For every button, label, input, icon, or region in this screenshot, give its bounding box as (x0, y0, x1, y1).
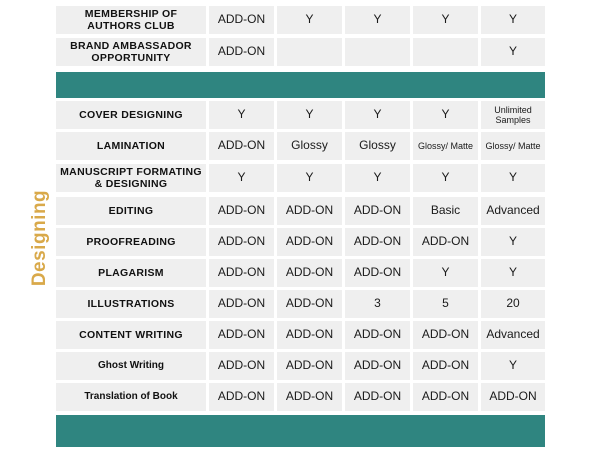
row-label: ILLUSTRATIONS (56, 290, 206, 318)
value-cell: 3 (345, 290, 410, 318)
value-cell: ADD-ON (277, 321, 342, 349)
value-cell: ADD-ON (481, 383, 545, 411)
table-row (56, 38, 545, 66)
value-cell: Advanced (481, 197, 545, 225)
value-cell: ADD-ON (209, 352, 274, 380)
value-cell: ADD-ON (413, 321, 478, 349)
value-cell: ADD-ON (345, 383, 410, 411)
section-label (24, 188, 56, 288)
table-row (56, 101, 545, 129)
value-cell: Y (481, 6, 545, 34)
value-cell: Y (413, 6, 478, 34)
value-cell: ADD-ON (209, 290, 274, 318)
value-cell: ADD-ON (345, 259, 410, 287)
row-label: CONTENT WRITING (56, 321, 206, 349)
value-cell: ADD-ON (413, 352, 478, 380)
value-cell: Y (481, 352, 545, 380)
value-cell: Y (413, 259, 478, 287)
table-row (56, 290, 545, 318)
row-label: PROOFREADING (56, 228, 206, 256)
value-cell: Y (481, 228, 545, 256)
value-cell: ADD-ON (345, 197, 410, 225)
value-cell: ADD-ON (209, 321, 274, 349)
row-label: BRAND AMBASSADOR OPPORTUNITY (56, 38, 206, 66)
value-cell: ADD-ON (345, 321, 410, 349)
value-cell: Basic (413, 197, 478, 225)
value-cell: ADD-ON (209, 197, 274, 225)
value-cell: ADD-ON (209, 38, 274, 66)
value-cell: ADD-ON (277, 228, 342, 256)
value-cell: Y (345, 164, 410, 192)
value-cell: ADD-ON (277, 352, 342, 380)
value-cell: Unlimited Samples (481, 101, 545, 129)
value-cell: Y (209, 101, 274, 129)
value-cell: Y (413, 101, 478, 129)
value-cell: ADD-ON (345, 352, 410, 380)
value-cell: Glossy (277, 132, 342, 160)
value-cell: 20 (481, 290, 545, 318)
value-cell: Y (345, 6, 410, 34)
value-cell: ADD-ON (277, 383, 342, 411)
value-cell: ADD-ON (209, 383, 274, 411)
value-cell: Glossy/ Matte (413, 132, 478, 160)
table-row (56, 383, 545, 411)
value-cell: ADD-ON (209, 228, 274, 256)
value-cell: ADD-ON (413, 383, 478, 411)
value-cell: Y (277, 164, 342, 192)
row-label: LAMINATION (56, 132, 206, 160)
row-label: MEMBERSHIP OF AUTHORS CLUB (56, 6, 206, 34)
value-cell: ADD-ON (277, 259, 342, 287)
value-cell: ADD-ON (345, 228, 410, 256)
row-label: PLAGARISM (56, 259, 206, 287)
value-cell: ADD-ON (413, 228, 478, 256)
row-label: Translation of Book (56, 383, 206, 411)
row-label: MANUSCRIPT FORMATING & DESIGNING (56, 164, 206, 192)
value-cell (413, 38, 478, 66)
value-cell: ADD-ON (277, 197, 342, 225)
table-row (56, 132, 545, 160)
row-label: Ghost Writing (56, 352, 206, 380)
value-cell: Y (277, 6, 342, 34)
value-cell: Y (481, 259, 545, 287)
table-row (56, 197, 545, 225)
value-cell: Y (345, 101, 410, 129)
table-row (56, 228, 545, 256)
section-divider-band (56, 72, 545, 98)
value-cell: Y (481, 164, 545, 192)
value-cell: Y (277, 101, 342, 129)
value-cell: Y (413, 164, 478, 192)
row-label: COVER DESIGNING (56, 101, 206, 129)
value-cell: ADD-ON (277, 290, 342, 318)
table-row (56, 321, 545, 349)
value-cell (277, 38, 342, 66)
row-label: EDITING (56, 197, 206, 225)
table-row (56, 164, 545, 192)
table-row (56, 6, 545, 34)
value-cell: ADD-ON (209, 132, 274, 160)
value-cell: 5 (413, 290, 478, 318)
value-cell: Y (481, 38, 545, 66)
footer-band (56, 415, 545, 447)
value-cell: Glossy/ Matte (481, 132, 545, 160)
value-cell: Advanced (481, 321, 545, 349)
value-cell (345, 38, 410, 66)
value-cell: ADD-ON (209, 259, 274, 287)
value-cell: Y (209, 164, 274, 192)
section-label-text: Designing (29, 189, 50, 287)
table-row (56, 352, 545, 380)
value-cell: Glossy (345, 132, 410, 160)
table-row (56, 259, 545, 287)
value-cell: ADD-ON (209, 6, 274, 34)
